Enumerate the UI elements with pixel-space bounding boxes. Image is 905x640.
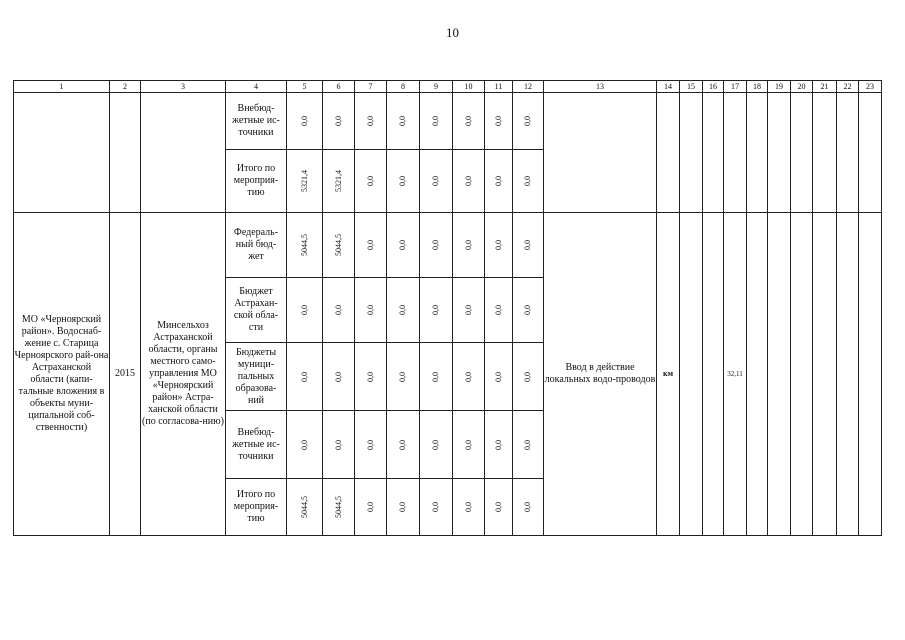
column-header: 3: [141, 81, 226, 93]
value-cell: [513, 93, 544, 150]
value-cell: [453, 213, 485, 278]
table-row: [14, 213, 882, 278]
column-header: 15: [680, 81, 703, 93]
value-cell: [513, 411, 544, 479]
value-cell: [420, 411, 453, 479]
indicator-cell: [813, 93, 837, 213]
value-cell: [323, 411, 355, 479]
value-cell: [287, 93, 323, 150]
value-cell: [485, 479, 513, 536]
indicator-cell: [657, 93, 680, 213]
value-text: 0,0: [523, 240, 532, 250]
indicator-cell: [768, 213, 791, 536]
indicator-cell: [703, 93, 724, 213]
column-header: 8: [387, 81, 420, 93]
funding-source-cell: Бюджеты муници- пальных образова- ний: [226, 343, 287, 411]
value-text: 0,0: [299, 116, 309, 126]
indicator-cell: [813, 213, 837, 536]
value-text: 0,0: [493, 305, 503, 315]
value-text: 0,0: [431, 176, 440, 186]
value-cell: [513, 343, 544, 411]
funding-source-cell: Федераль- ный бюд- жет: [226, 213, 287, 278]
indicator-cell: [724, 93, 747, 213]
column-header: 1: [14, 81, 110, 93]
value-cell: [287, 343, 323, 411]
value-text: 0,0: [365, 371, 375, 382]
value-cell: [355, 93, 387, 150]
value-cell: [323, 150, 355, 213]
value-text: 0,0: [493, 116, 503, 126]
value-text: 0,0: [365, 502, 375, 512]
indicator-cell: [703, 213, 724, 536]
value-cell: [355, 150, 387, 213]
value-cell: [355, 343, 387, 411]
value-text: 0,0: [463, 176, 473, 186]
value-text: 0,0: [431, 240, 440, 250]
value-text: 0,0: [431, 439, 440, 450]
value-cell: [513, 150, 544, 213]
result-cell: Ввод в действие локальных водо-проводов: [544, 213, 657, 536]
value-cell: [323, 93, 355, 150]
value-cell: [287, 411, 323, 479]
indicator-cell: [837, 93, 859, 213]
value-text: 0,0: [431, 305, 440, 315]
value-cell: [453, 343, 485, 411]
indicator-cell: [768, 93, 791, 213]
value-text: 0,0: [333, 305, 343, 315]
value-text: 0,0: [333, 116, 343, 126]
column-header: 6: [323, 81, 355, 93]
indicator-cell: [859, 213, 882, 536]
value-text: 0,0: [299, 371, 309, 382]
value-cell: [420, 343, 453, 411]
funding-source-cell: Бюджет Астрахан- ской обла- сти: [226, 278, 287, 343]
column-header: 2: [110, 81, 141, 93]
value-cell: [287, 150, 323, 213]
program-table: [13, 80, 882, 536]
value-cell: [485, 93, 513, 150]
value-text: 0,0: [493, 502, 503, 512]
header-row: [14, 81, 882, 93]
value-text: 0,0: [431, 371, 440, 382]
object-cell: [14, 93, 110, 213]
indicator-cell: [837, 213, 859, 536]
value-cell: [387, 213, 420, 278]
value-cell: [513, 213, 544, 278]
value-cell: [387, 479, 420, 536]
value-cell: [355, 213, 387, 278]
value-cell: [485, 411, 513, 479]
value-text: 0,0: [365, 116, 375, 126]
column-header: 14: [657, 81, 680, 93]
funding-source-cell: Итого по мероприя- тию: [226, 479, 287, 536]
value-cell: [387, 411, 420, 479]
value-cell: [453, 278, 485, 343]
value-text: 0,0: [523, 439, 532, 450]
column-header: 13: [544, 81, 657, 93]
column-header: 18: [747, 81, 768, 93]
value-cell: [355, 479, 387, 536]
value-text: 5044,5: [333, 496, 343, 518]
value-cell: [485, 150, 513, 213]
object-cell: МО «Черноярский район». Водоснаб-жение с. Старица Черноярского рай-она Астраханской области (капи-тальные вложения в объекты муни-ципальной соб-ственности): [14, 213, 110, 536]
indicator-cell: [680, 93, 703, 213]
column-header: 11: [485, 81, 513, 93]
executor-cell: [141, 93, 226, 213]
value-text: 0,0: [463, 371, 473, 382]
value-text: 0,0: [523, 176, 532, 186]
value-text: 0,0: [493, 439, 503, 450]
value-text: 0,0: [463, 240, 473, 250]
page-number: 10: [446, 25, 459, 40]
value-text: 5044,5: [299, 234, 309, 256]
value-text: 0,0: [365, 176, 375, 186]
funding-source-cell: Итого по мероприя- тию: [226, 150, 287, 213]
unit-cell: км: [657, 213, 680, 536]
value-cell: [287, 278, 323, 343]
column-header: 22: [837, 81, 859, 93]
value-cell: [323, 278, 355, 343]
value-cell: [420, 479, 453, 536]
value-cell: [453, 150, 485, 213]
value-text: 0,0: [523, 116, 532, 126]
value-text: 0,0: [398, 439, 407, 450]
value-text: 0,0: [493, 240, 503, 250]
column-header: 12: [513, 81, 544, 93]
value-cell: [323, 479, 355, 536]
value-cell: [355, 411, 387, 479]
value-text: 0,0: [365, 305, 375, 315]
value-cell: [453, 93, 485, 150]
column-header: 5: [287, 81, 323, 93]
year-cell: [110, 93, 141, 213]
column-header: 4: [226, 81, 287, 93]
indicator-cell: [747, 93, 768, 213]
value-cell: [387, 150, 420, 213]
value-cell: [453, 479, 485, 536]
value-text: 0,0: [365, 240, 375, 250]
value-text: 0,0: [493, 176, 503, 186]
value-text: 5321,4: [299, 170, 309, 192]
value-text: 5044,5: [299, 496, 309, 518]
value-cell: [287, 213, 323, 278]
column-header: 7: [355, 81, 387, 93]
value-cell: [485, 213, 513, 278]
value-cell: [420, 213, 453, 278]
value-text: 0,0: [463, 502, 473, 512]
column-header: 23: [859, 81, 882, 93]
value-cell: [420, 150, 453, 213]
value-text: 0,0: [493, 371, 503, 382]
value-text: 0,0: [398, 176, 407, 186]
value-cell: [323, 213, 355, 278]
column-header: 20: [791, 81, 813, 93]
value-text: 0,0: [523, 305, 532, 315]
value-cell: [453, 411, 485, 479]
indicator-cell: [747, 213, 768, 536]
value-cell: [420, 278, 453, 343]
value-text: 0,0: [431, 116, 440, 126]
column-header: 21: [813, 81, 837, 93]
value-cell: [323, 343, 355, 411]
column-header: 19: [768, 81, 791, 93]
funding-source-cell: Внебюд- жетные ис- точники: [226, 411, 287, 479]
value-text: 0,0: [365, 439, 375, 450]
value-text: 0,0: [463, 439, 473, 450]
column-header: 16: [703, 81, 724, 93]
value-text: 0,0: [398, 502, 407, 512]
value-cell: [355, 278, 387, 343]
executor-cell: Минсельхоз Астраханской области, органы местного само-управления МО «Черноярский район» Астра-ханской области (по согласова-нию): [141, 213, 226, 536]
value-text: 5321,4: [333, 170, 343, 192]
indicator-cell: [791, 93, 813, 213]
value-cell: [485, 343, 513, 411]
column-header: 9: [420, 81, 453, 93]
column-header: 10: [453, 81, 485, 93]
value-text: 0,0: [431, 502, 440, 512]
column-header: 17: [724, 81, 747, 93]
value-text: 5044,5: [333, 234, 343, 256]
value-cell: [513, 479, 544, 536]
value-text: 0,0: [398, 240, 407, 250]
value-text: 0,0: [523, 502, 532, 512]
value-cell: [513, 278, 544, 343]
value-text: 0,0: [333, 371, 343, 382]
value-cell: [420, 93, 453, 150]
value-cell: [387, 93, 420, 150]
table-row: [14, 93, 882, 150]
value-text: 0,0: [398, 116, 407, 126]
value-cell: [387, 278, 420, 343]
value-text: 0,0: [299, 439, 309, 450]
value-text: 0,0: [523, 371, 532, 382]
value-cell: [287, 479, 323, 536]
value-cell: [485, 278, 513, 343]
value-text: 0,0: [398, 371, 407, 382]
result-cell: [544, 93, 657, 213]
value-text: 0,0: [333, 439, 343, 450]
year-cell: 2015: [110, 213, 141, 536]
indicator-cell: [859, 93, 882, 213]
indicator-cell: [791, 213, 813, 536]
value-text: 0,0: [463, 305, 473, 315]
value-text: 0,0: [463, 116, 473, 126]
indicator-value-cell: 32,11: [724, 213, 747, 536]
value-cell: [387, 343, 420, 411]
value-text: 0,0: [398, 305, 407, 315]
funding-source-cell: Внебюд- жетные ис- точники: [226, 93, 287, 150]
value-text: 0,0: [299, 305, 309, 315]
indicator-cell: [680, 213, 703, 536]
